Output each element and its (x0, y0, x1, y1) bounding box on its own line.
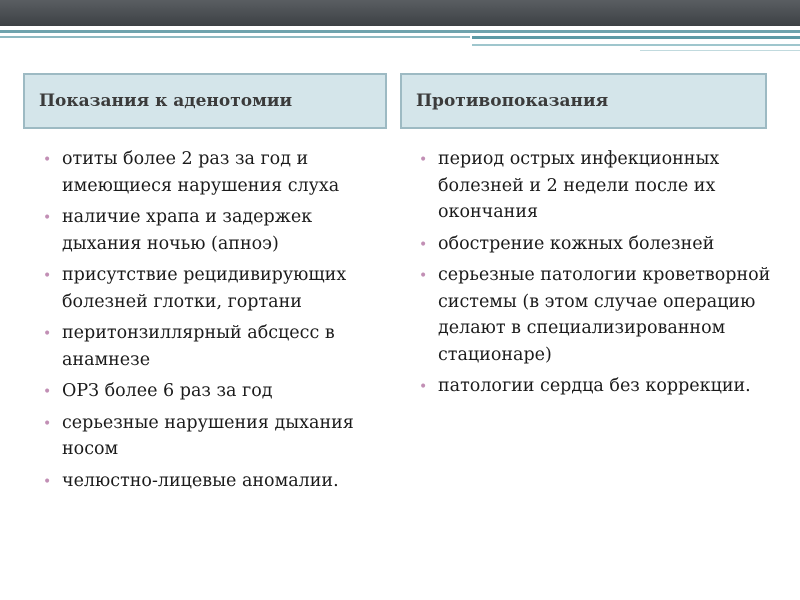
bullet-icon: • (419, 268, 428, 284)
list-item-text: обострение кожных болезней (438, 233, 715, 254)
list-item (414, 262, 774, 368)
bullet-icon: • (419, 379, 428, 395)
list-item-text: патологии сердца без коррекции. (438, 376, 751, 396)
bullet-icon: • (43, 415, 52, 432)
list-item (38, 320, 388, 373)
indications-header (23, 73, 387, 129)
list-item (414, 373, 774, 400)
list-item (38, 378, 388, 405)
list-item (414, 146, 774, 226)
list-item-text: отиты более 2 раз за год и имеющиеся нарушения слуха (62, 149, 340, 196)
list-item-text: присутствие рецидивирующих болезней глотки, гортани (62, 265, 347, 312)
indications-title: Показания к аденотомии (39, 91, 293, 111)
list-item-text: период острых инфекционных болезней и 2 недели после их окончания (438, 149, 720, 222)
list-item-text: серьезные патологии кроветворной системы (в этом случае операцию делают в специализированном стационаре) (438, 265, 771, 365)
decorative-rule (640, 50, 800, 51)
bullet-icon: • (43, 152, 52, 168)
list-item (38, 204, 388, 257)
contraindications-list (414, 146, 774, 405)
top-decorative-band (0, 0, 800, 26)
decorative-rule (0, 36, 470, 38)
list-item-text: челюстно-лицевые аномалии. (62, 470, 339, 491)
list-item (38, 146, 388, 199)
list-item-text: ОРЗ более 6 раз за год (62, 381, 273, 401)
decorative-rule (472, 44, 800, 46)
list-item (38, 262, 388, 315)
bullet-icon: • (43, 384, 52, 400)
list-item (38, 468, 388, 495)
bullet-icon: • (419, 236, 428, 253)
list-item-text: серьезные нарушения дыхания носом (62, 412, 354, 459)
bullet-icon: • (43, 473, 52, 490)
list-item-text: наличие храпа и задержек дыхания ночью (апноэ) (62, 207, 313, 254)
decorative-rule (0, 30, 800, 33)
indications-list (38, 146, 388, 499)
list-item-text: перитонзиллярный абсцесс в анамнезе (62, 323, 335, 370)
list-item (38, 410, 388, 463)
decorative-rule (472, 36, 800, 39)
list-item (414, 231, 774, 258)
bullet-icon: • (43, 268, 52, 284)
contraindications-header (400, 73, 767, 129)
bullet-icon: • (43, 210, 52, 226)
bullet-icon: • (43, 326, 52, 342)
bullet-icon: • (419, 152, 428, 168)
contraindications-title: Противопоказания (416, 91, 609, 111)
